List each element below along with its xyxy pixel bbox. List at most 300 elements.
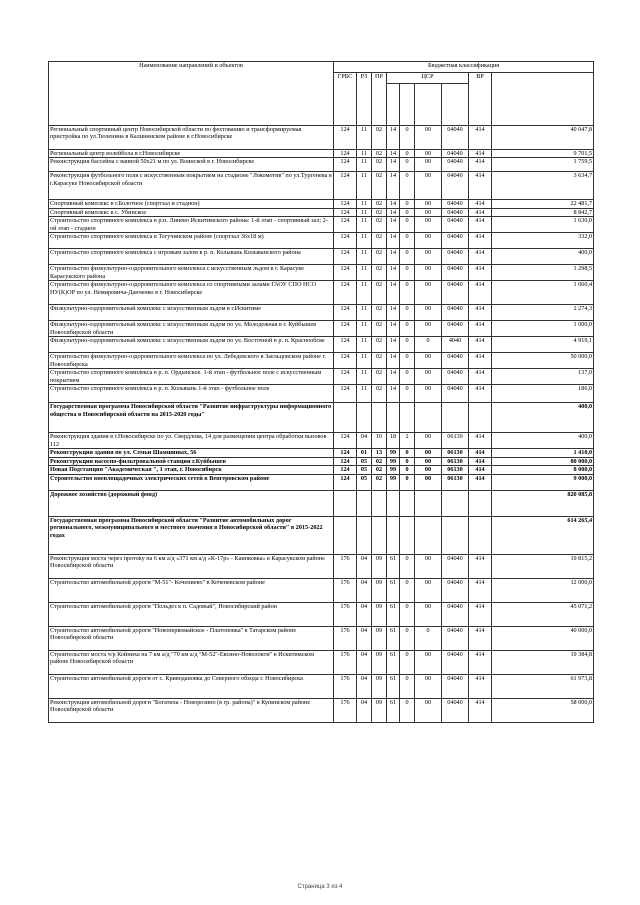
code-cell-grbs: 124 bbox=[334, 265, 357, 281]
table-row bbox=[49, 385, 594, 403]
header-grbs: ГРБС bbox=[334, 73, 357, 126]
object-name-cell: Дорожное хозяйство (дорожный фонд) bbox=[49, 490, 334, 516]
code-cell-c2: 0 bbox=[400, 554, 415, 578]
code-cell-pr: 09 bbox=[372, 674, 387, 698]
code-cell-c2: 0 bbox=[400, 172, 415, 200]
header-name: Наименование направлений и объектов bbox=[49, 62, 334, 126]
code-cell-c1: 99 bbox=[387, 466, 400, 474]
limit-amount-cell: 1 630,0 bbox=[492, 217, 594, 233]
code-cell-c1 bbox=[387, 403, 400, 433]
limit-amount-cell: 400,0 bbox=[492, 403, 594, 433]
code-cell-vr: 414 bbox=[469, 650, 492, 674]
table-row bbox=[49, 578, 594, 602]
code-cell-c4 bbox=[442, 516, 469, 554]
header-budget-classification: Бюджетная классификация bbox=[334, 62, 594, 73]
code-cell-c4: 06130 bbox=[442, 449, 469, 457]
code-cell-rz: 05 bbox=[357, 457, 372, 465]
code-cell-rz: 04 bbox=[357, 674, 372, 698]
object-name-cell: Реконструкция бассейна с ванной 50х21 м по ул. Воинской в г. Новосибирске bbox=[49, 158, 334, 172]
code-cell-c1: 14 bbox=[387, 265, 400, 281]
limit-amount-cell: 19 815,2 bbox=[492, 554, 594, 578]
code-cell-c4: 04040 bbox=[442, 126, 469, 150]
code-cell-c4: 04040 bbox=[442, 305, 469, 321]
code-cell-vr bbox=[469, 490, 492, 516]
code-cell-grbs: 124 bbox=[334, 449, 357, 457]
code-cell-c2: 2 bbox=[400, 433, 415, 449]
code-cell-c1: 61 bbox=[387, 602, 400, 626]
code-cell-vr: 414 bbox=[469, 321, 492, 337]
code-cell-rz: 11 bbox=[357, 385, 372, 403]
code-cell-c1: 14 bbox=[387, 353, 400, 369]
code-cell-grbs: 124 bbox=[334, 281, 357, 305]
code-cell-pr: 02 bbox=[372, 466, 387, 474]
code-cell-pr: 02 bbox=[372, 457, 387, 465]
code-cell-c2: 0 bbox=[400, 602, 415, 626]
limit-amount-cell: 22 481,7 bbox=[492, 200, 594, 208]
object-name-cell: Строительство автомобильной дороги "Польдез к п. Садовый", Новосибирский район bbox=[49, 602, 334, 626]
object-name-cell: Строительство внеплощадочных электрических сетей в Венгеровском районе bbox=[49, 474, 334, 490]
code-cell-pr: 02 bbox=[372, 249, 387, 265]
table-row bbox=[49, 265, 594, 281]
code-cell-c4: 04040 bbox=[442, 200, 469, 208]
object-name-cell: Строительство автомобильной дороги от с. Криводановка до Северного обхода г. Новосибирска bbox=[49, 674, 334, 698]
limit-amount-cell: 820 085,8 bbox=[492, 490, 594, 516]
limit-amount-cell: 1 000,0 bbox=[492, 321, 594, 337]
code-cell-c2: 0 bbox=[400, 208, 415, 216]
object-name-cell: Строительство физкультурно-оздоровительного комплекса по ул. Лебедевского в Заельцовском районе г. Новосибирска bbox=[49, 353, 334, 369]
code-cell-grbs: 124 bbox=[334, 158, 357, 172]
code-cell-c4: 04040 bbox=[442, 578, 469, 602]
code-cell-vr: 414 bbox=[469, 249, 492, 265]
code-cell-rz: 11 bbox=[357, 369, 372, 385]
code-cell-c1: 14 bbox=[387, 158, 400, 172]
code-cell-rz: 04 bbox=[357, 578, 372, 602]
object-name-cell: Спортивный комплекс в г.Болотное (спортзал и стадион) bbox=[49, 200, 334, 208]
code-cell-c4: 06130 bbox=[442, 474, 469, 490]
code-cell-vr: 414 bbox=[469, 200, 492, 208]
code-cell-c1: 14 bbox=[387, 305, 400, 321]
limit-amount-cell: 1 410,0 bbox=[492, 449, 594, 457]
object-name-cell: Строительство физкультурно-оздоровительного комплекса со спортивными залами ГАОУ СПО НСО НУ(К)ОР по ул. Немировича-Данченко в г. Новосибирске bbox=[49, 281, 334, 305]
object-name-cell: Региональный центр волейбола в г.Новосибирске bbox=[49, 150, 334, 158]
code-cell-rz: 04 bbox=[357, 698, 372, 722]
code-cell-grbs bbox=[334, 490, 357, 516]
table-row bbox=[49, 208, 594, 216]
code-cell-c4: 04040 bbox=[442, 554, 469, 578]
code-cell-c3: 00 bbox=[415, 369, 442, 385]
code-cell-pr: 02 bbox=[372, 172, 387, 200]
code-cell-grbs: 124 bbox=[334, 369, 357, 385]
code-cell-pr: 02 bbox=[372, 126, 387, 150]
code-cell-vr: 414 bbox=[469, 578, 492, 602]
table-row bbox=[49, 305, 594, 321]
object-name-cell: Строительство спортивного комплекса в р.п. Линево Искитимского района: 1-й этап - спортивный зал; 2-ой этап - стадион bbox=[49, 217, 334, 233]
code-cell-pr: 09 bbox=[372, 578, 387, 602]
code-cell-c2: 0 bbox=[400, 337, 415, 353]
code-cell-pr: 02 bbox=[372, 217, 387, 233]
code-cell-vr: 414 bbox=[469, 433, 492, 449]
code-cell-c3: 00 bbox=[415, 305, 442, 321]
table-body bbox=[49, 126, 594, 723]
code-cell-vr: 414 bbox=[469, 457, 492, 465]
code-cell-c1 bbox=[387, 516, 400, 554]
code-cell-c3: 00 bbox=[415, 578, 442, 602]
code-cell-c3: 00 bbox=[415, 233, 442, 249]
code-cell-vr: 414 bbox=[469, 626, 492, 650]
table-row bbox=[49, 158, 594, 172]
code-cell-c2: 0 bbox=[400, 474, 415, 490]
code-cell-c4: 04040 bbox=[442, 217, 469, 233]
object-name-cell: Строительство моста ч/р Койниха на 7 км а/д "70 км а/д "М-52"-Евсино-Новолокти" в Искитимском районе Новосибирской области bbox=[49, 650, 334, 674]
code-cell-rz: 04 bbox=[357, 626, 372, 650]
code-cell-c2: 0 bbox=[400, 457, 415, 465]
limit-amount-cell: 9 701,5 bbox=[492, 150, 594, 158]
code-cell-rz: 04 bbox=[357, 602, 372, 626]
code-cell-vr: 414 bbox=[469, 554, 492, 578]
code-cell-grbs: 176 bbox=[334, 650, 357, 674]
code-cell-c3: 00 bbox=[415, 281, 442, 305]
limit-amount-cell: 40 000,0 bbox=[492, 626, 594, 650]
object-name-cell: Реконструкция здания по ул. Семьи Шамшиных, 56 bbox=[49, 449, 334, 457]
code-cell-pr: 02 bbox=[372, 281, 387, 305]
code-cell-pr bbox=[372, 490, 387, 516]
code-cell-pr: 02 bbox=[372, 369, 387, 385]
code-cell-c2 bbox=[400, 490, 415, 516]
code-cell-rz: 11 bbox=[357, 200, 372, 208]
code-cell-c3: 00 bbox=[415, 650, 442, 674]
code-cell-rz: 11 bbox=[357, 158, 372, 172]
code-cell-vr: 414 bbox=[469, 474, 492, 490]
code-cell-c2 bbox=[400, 403, 415, 433]
code-cell-pr: 02 bbox=[372, 265, 387, 281]
code-cell-pr: 02 bbox=[372, 233, 387, 249]
code-cell-c2: 0 bbox=[400, 353, 415, 369]
object-name-cell: Новая Подстанция "Академическая ", 1 этап, г. Новосибирск bbox=[49, 466, 334, 474]
code-cell-grbs: 124 bbox=[334, 353, 357, 369]
code-cell-grbs: 124 bbox=[334, 249, 357, 265]
code-cell-c4 bbox=[442, 490, 469, 516]
code-cell-c1: 61 bbox=[387, 554, 400, 578]
table-row bbox=[49, 457, 594, 465]
table-row bbox=[49, 698, 594, 722]
limit-amount-cell: 9 000,0 bbox=[492, 474, 594, 490]
code-cell-c1: 14 bbox=[387, 369, 400, 385]
table-row bbox=[49, 449, 594, 457]
object-name-cell: Реконструкция автомобильной дороги "Богатиха - Новорозино (в гр. района)" в Купинском районе Новосибирской области bbox=[49, 698, 334, 722]
code-cell-rz: 01 bbox=[357, 449, 372, 457]
code-cell-rz: 11 bbox=[357, 208, 372, 216]
code-cell-pr: 09 bbox=[372, 650, 387, 674]
code-cell-c4: 04040 bbox=[442, 369, 469, 385]
code-cell-pr bbox=[372, 403, 387, 433]
code-cell-pr: 09 bbox=[372, 602, 387, 626]
code-cell-c2: 0 bbox=[400, 449, 415, 457]
code-cell-c2: 0 bbox=[400, 126, 415, 150]
code-cell-c4: 04040 bbox=[442, 698, 469, 722]
code-cell-grbs: 124 bbox=[334, 466, 357, 474]
code-cell-c4 bbox=[442, 403, 469, 433]
code-cell-grbs: 124 bbox=[334, 200, 357, 208]
code-cell-vr: 414 bbox=[469, 281, 492, 305]
code-cell-rz: 11 bbox=[357, 321, 372, 337]
limit-amount-cell: 614 265,4 bbox=[492, 516, 594, 554]
code-cell-rz bbox=[357, 490, 372, 516]
code-cell-pr: 02 bbox=[372, 337, 387, 353]
code-cell-c1: 14 bbox=[387, 172, 400, 200]
code-cell-c1: 14 bbox=[387, 126, 400, 150]
code-cell-vr bbox=[469, 516, 492, 554]
code-cell-c4: 04040 bbox=[442, 602, 469, 626]
code-cell-c3: 00 bbox=[415, 698, 442, 722]
code-cell-c2: 0 bbox=[400, 466, 415, 474]
code-cell-c1: 14 bbox=[387, 217, 400, 233]
code-cell-rz: 11 bbox=[357, 353, 372, 369]
code-cell-c4: 04040 bbox=[442, 249, 469, 265]
table-row bbox=[49, 172, 594, 200]
object-name-cell: Строительство автомобильной дороги "Новопервомайское - Платоновка" в Татарском районе Новосибирской области bbox=[49, 626, 334, 650]
code-cell-grbs: 176 bbox=[334, 602, 357, 626]
code-cell-c2: 0 bbox=[400, 385, 415, 403]
limit-amount-cell: 50 000,0 bbox=[492, 353, 594, 369]
code-cell-grbs: 124 bbox=[334, 150, 357, 158]
code-cell-c3: 00 bbox=[415, 353, 442, 369]
code-cell-pr: 02 bbox=[372, 200, 387, 208]
object-name-cell: Строительство спортивного комплекса в Тогучинском районе (спортзал 36х18 м) bbox=[49, 233, 334, 249]
limit-amount-cell: 400,0 bbox=[492, 249, 594, 265]
table-row bbox=[49, 353, 594, 369]
code-cell-c4: 06130 bbox=[442, 457, 469, 465]
code-cell-grbs: 124 bbox=[334, 233, 357, 249]
header-vr: ВР bbox=[469, 73, 492, 126]
code-cell-pr: 10 bbox=[372, 433, 387, 449]
object-name-cell: Строительство спортивного комплекса в р. п. Колывань 1-й этап - футбольное поле bbox=[49, 385, 334, 403]
table-row bbox=[49, 217, 594, 233]
code-cell-vr: 414 bbox=[469, 208, 492, 216]
code-cell-c3: 0 bbox=[415, 337, 442, 353]
limit-amount-cell: 58 000,0 bbox=[492, 698, 594, 722]
code-cell-vr: 414 bbox=[469, 305, 492, 321]
table-row bbox=[49, 554, 594, 578]
table-row bbox=[49, 474, 594, 490]
code-cell-grbs: 176 bbox=[334, 554, 357, 578]
code-cell-grbs: 176 bbox=[334, 626, 357, 650]
code-cell-pr: 13 bbox=[372, 449, 387, 457]
code-cell-c2: 0 bbox=[400, 265, 415, 281]
code-cell-c1: 18 bbox=[387, 433, 400, 449]
code-cell-c3: 00 bbox=[415, 554, 442, 578]
code-cell-vr: 414 bbox=[469, 602, 492, 626]
code-cell-c3: 00 bbox=[415, 249, 442, 265]
code-cell-c1: 14 bbox=[387, 385, 400, 403]
code-cell-c4: 04040 bbox=[442, 650, 469, 674]
object-name-cell: Строительство спортивного комплекса в р. п. Ордынское. 1-й этап - футбольное поле с искусственным покрытием bbox=[49, 369, 334, 385]
limit-amount-cell: 3 634,7 bbox=[492, 172, 594, 200]
code-cell-c3 bbox=[415, 490, 442, 516]
code-cell-pr: 02 bbox=[372, 150, 387, 158]
code-cell-pr: 02 bbox=[372, 305, 387, 321]
table-row bbox=[49, 602, 594, 626]
object-name-cell: Строительство автомобильной дороги "М-51"- Кочениево" в Коченевском районе bbox=[49, 578, 334, 602]
code-cell-vr: 414 bbox=[469, 674, 492, 698]
table-row bbox=[49, 433, 594, 449]
code-cell-c4: 04040 bbox=[442, 674, 469, 698]
object-name-cell: Физкультурно-оздоровительный комплекс с искусственным льдом в г.Искитиме bbox=[49, 305, 334, 321]
code-cell-c1: 14 bbox=[387, 150, 400, 158]
code-cell-c3: 00 bbox=[415, 474, 442, 490]
limit-amount-cell: 2 274,3 bbox=[492, 305, 594, 321]
code-cell-grbs: 176 bbox=[334, 578, 357, 602]
code-cell-c3: 00 bbox=[415, 200, 442, 208]
code-cell-c2: 0 bbox=[400, 150, 415, 158]
code-cell-rz: 11 bbox=[357, 249, 372, 265]
object-name-cell: Реконструкция моста через протоку на 6 км а/д «371 км а/д «К-17р» - Каинковка» в Карасукском районе Новосибирской области bbox=[49, 554, 334, 578]
code-cell-c1: 61 bbox=[387, 626, 400, 650]
code-cell-rz: 11 bbox=[357, 337, 372, 353]
code-cell-rz bbox=[357, 516, 372, 554]
code-cell-c4: 06130 bbox=[442, 466, 469, 474]
code-cell-c1: 61 bbox=[387, 698, 400, 722]
code-cell-c2 bbox=[400, 516, 415, 554]
code-cell-c2: 0 bbox=[400, 281, 415, 305]
code-cell-vr: 414 bbox=[469, 233, 492, 249]
code-cell-rz: 05 bbox=[357, 466, 372, 474]
limit-amount-cell: 8 842,7 bbox=[492, 208, 594, 216]
code-cell-c3: 0 bbox=[415, 626, 442, 650]
object-name-cell: Физкультурно-оздоровительный комплекс с искусственным льдом по ул. Восточной в р. п. Краснообске bbox=[49, 337, 334, 353]
code-cell-c3: 00 bbox=[415, 466, 442, 474]
header-pr: ПР bbox=[372, 73, 387, 126]
object-name-cell: Реконструкция насосно-фильтровальной станции г.Куйбышев bbox=[49, 457, 334, 465]
code-cell-pr: 09 bbox=[372, 554, 387, 578]
code-cell-c1: 99 bbox=[387, 457, 400, 465]
limit-amount-cell: 4 919,1 bbox=[492, 337, 594, 353]
code-cell-c4: 04040 bbox=[442, 321, 469, 337]
code-cell-pr: 02 bbox=[372, 208, 387, 216]
code-cell-c2: 0 bbox=[400, 249, 415, 265]
code-cell-c1: 14 bbox=[387, 249, 400, 265]
code-cell-c2: 0 bbox=[400, 158, 415, 172]
code-cell-grbs: 124 bbox=[334, 208, 357, 216]
limit-amount-cell: 12 000,0 bbox=[492, 578, 594, 602]
header-rz: РЗ bbox=[357, 73, 372, 126]
code-cell-grbs: 176 bbox=[334, 674, 357, 698]
code-cell-c3: 00 bbox=[415, 126, 442, 150]
table-row bbox=[49, 466, 594, 474]
code-cell-c2: 0 bbox=[400, 305, 415, 321]
code-cell-rz: 11 bbox=[357, 281, 372, 305]
limit-amount-cell: 8 000,0 bbox=[492, 466, 594, 474]
code-cell-rz: 04 bbox=[357, 650, 372, 674]
limit-amount-cell: 1 759,5 bbox=[492, 158, 594, 172]
code-cell-c3: 00 bbox=[415, 674, 442, 698]
code-cell-vr: 414 bbox=[469, 353, 492, 369]
table-row bbox=[49, 674, 594, 698]
budget-table bbox=[48, 61, 594, 723]
code-cell-grbs: 124 bbox=[334, 385, 357, 403]
code-cell-vr: 414 bbox=[469, 158, 492, 172]
code-cell-pr: 09 bbox=[372, 698, 387, 722]
code-cell-c4: 04040 bbox=[442, 208, 469, 216]
code-cell-c1: 14 bbox=[387, 208, 400, 216]
code-cell-c1: 99 bbox=[387, 449, 400, 457]
code-cell-c1: 61 bbox=[387, 578, 400, 602]
code-cell-grbs: 124 bbox=[334, 321, 357, 337]
code-cell-c2: 0 bbox=[400, 321, 415, 337]
code-cell-c4: 04040 bbox=[442, 281, 469, 305]
code-cell-pr: 02 bbox=[372, 353, 387, 369]
code-cell-vr: 414 bbox=[469, 172, 492, 200]
code-cell-vr bbox=[469, 403, 492, 433]
code-cell-c3: 00 bbox=[415, 602, 442, 626]
code-cell-rz: 11 bbox=[357, 126, 372, 150]
code-cell-c4: 04040 bbox=[442, 172, 469, 200]
code-cell-pr: 09 bbox=[372, 626, 387, 650]
limit-amount-cell: 40 047,8 bbox=[492, 126, 594, 150]
code-cell-c1: 61 bbox=[387, 674, 400, 698]
object-name-cell: Физкультурно-оздоровительный комплекс с искусственным льдом по ул. Молодежная в г. Куйбышев Новосибирской области bbox=[49, 321, 334, 337]
limit-amount-cell: 137,0 bbox=[492, 369, 594, 385]
code-cell-c3: 00 bbox=[415, 172, 442, 200]
code-cell-rz: 04 bbox=[357, 433, 372, 449]
table-row bbox=[49, 249, 594, 265]
code-cell-c4: 04040 bbox=[442, 626, 469, 650]
code-cell-rz: 11 bbox=[357, 305, 372, 321]
table-row bbox=[49, 150, 594, 158]
code-cell-vr: 414 bbox=[469, 698, 492, 722]
code-cell-rz: 11 bbox=[357, 172, 372, 200]
code-cell-c3: 00 bbox=[415, 208, 442, 216]
code-cell-c3: 00 bbox=[415, 158, 442, 172]
code-cell-c4: 06130 bbox=[442, 433, 469, 449]
table-row bbox=[49, 337, 594, 353]
code-cell-c3: 00 bbox=[415, 433, 442, 449]
code-cell-pr: 02 bbox=[372, 474, 387, 490]
code-cell-c4: 04040 bbox=[442, 233, 469, 249]
code-cell-rz: 11 bbox=[357, 217, 372, 233]
code-cell-c3: 00 bbox=[415, 150, 442, 158]
code-cell-c2: 0 bbox=[400, 698, 415, 722]
limit-amount-cell: 19 384,8 bbox=[492, 650, 594, 674]
table-row bbox=[49, 281, 594, 305]
object-name-cell: Реконструкция футбольного поля с искусственным покрытием на стадионе "Локомотив" по ул.Тургенева в г.Карасуке Новосибирской области bbox=[49, 172, 334, 200]
code-cell-vr: 414 bbox=[469, 126, 492, 150]
object-name-cell: Реконструкция здания в г.Новосибирске по ул. Свердлова, 14 для размещения центра обработки вызовов 112 bbox=[49, 433, 334, 449]
object-name-cell: Государственная программа Новосибирской области "Развитие автомобильных дорог регионального, межмуниципального и местного значения в Новосибирской области" в 2015-2022 годах bbox=[49, 516, 334, 554]
limit-amount-cell: 45 071,2 bbox=[492, 602, 594, 626]
code-cell-vr: 414 bbox=[469, 337, 492, 353]
table-row bbox=[49, 516, 594, 554]
code-cell-c1: 14 bbox=[387, 321, 400, 337]
code-cell-vr: 414 bbox=[469, 150, 492, 158]
code-cell-c3 bbox=[415, 516, 442, 554]
code-cell-c2: 0 bbox=[400, 200, 415, 208]
code-cell-grbs: 124 bbox=[334, 337, 357, 353]
limit-amount-cell: 61 973,8 bbox=[492, 674, 594, 698]
limit-amount-cell: 332,0 bbox=[492, 233, 594, 249]
code-cell-vr: 414 bbox=[469, 217, 492, 233]
table-row bbox=[49, 126, 594, 150]
header-csr: ЦСР bbox=[387, 73, 469, 84]
table-row bbox=[49, 233, 594, 249]
code-cell-c4: 04040 bbox=[442, 150, 469, 158]
code-cell-grbs bbox=[334, 516, 357, 554]
code-cell-c1: 14 bbox=[387, 337, 400, 353]
code-cell-c3: 00 bbox=[415, 385, 442, 403]
code-cell-rz: 11 bbox=[357, 233, 372, 249]
code-cell-c3: 00 bbox=[415, 449, 442, 457]
code-cell-pr: 02 bbox=[372, 321, 387, 337]
table-row bbox=[49, 650, 594, 674]
